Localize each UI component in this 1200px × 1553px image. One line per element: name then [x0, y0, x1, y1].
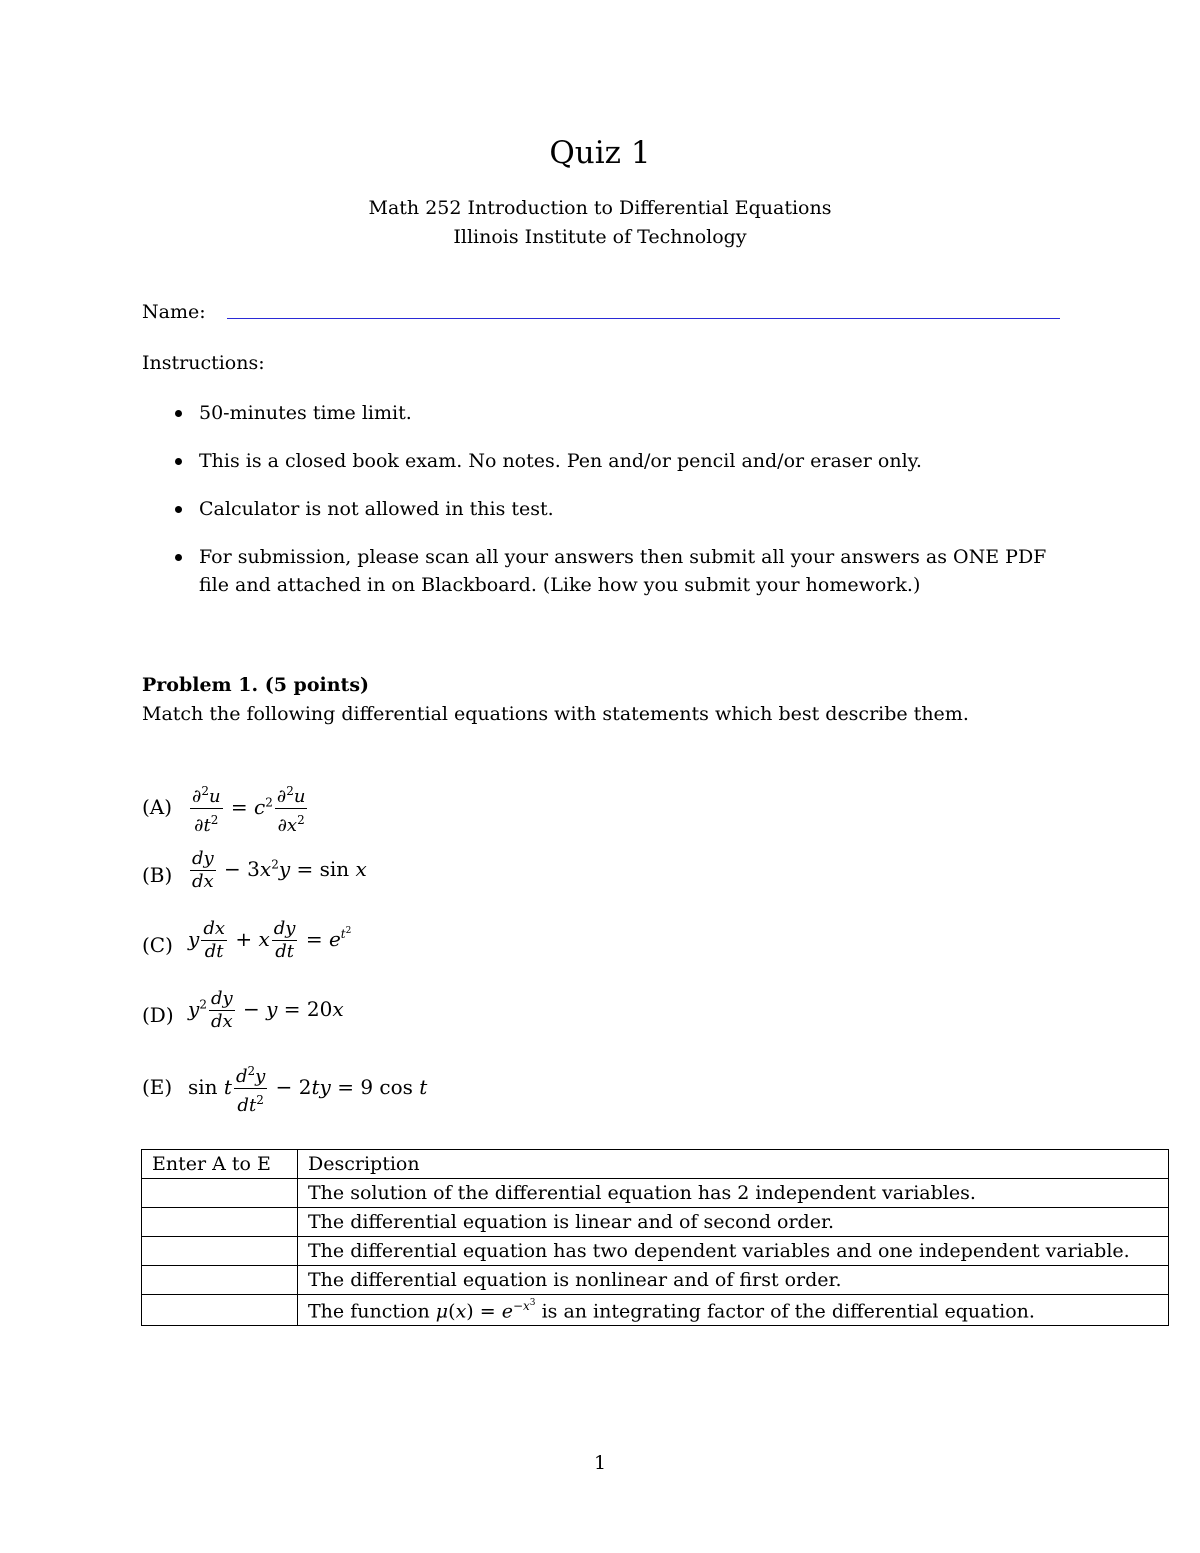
answer-cell[interactable]: [142, 1179, 298, 1208]
problem-heading: Problem 1. (5 points): [142, 674, 370, 696]
description-cell: The solution of the differential equation has 2 independent variables.: [298, 1179, 1169, 1208]
instructions-heading: Instructions:: [142, 352, 265, 374]
table-header: Description: [298, 1150, 1169, 1179]
table-row: [142, 1179, 1169, 1208]
bullet-icon: [175, 458, 182, 465]
table-header-row: [142, 1150, 1169, 1179]
answer-cell[interactable]: [142, 1208, 298, 1237]
table-row: [142, 1237, 1169, 1266]
equation-expression: y $\frac{dx}{dt}$ + x $\frac{dy}{dt}$ = $e^{t^2}$: [188, 918, 352, 962]
bullet-icon: [175, 506, 182, 513]
institution-name: Illinois Institute of Technology: [453, 226, 747, 248]
name-label: Name:: [142, 301, 206, 323]
course-name: Math 252 Introduction to Differential Equations: [368, 197, 832, 219]
table-row: [142, 1295, 1169, 1326]
bullet-icon: [175, 410, 182, 417]
equation-expression: $\frac{dy}{dx}$ − $3x^2y = \sin x$: [192, 848, 367, 892]
problem-prompt: Match the following differential equations with statements which best describe them.: [142, 703, 969, 725]
table-row: [142, 1266, 1169, 1295]
answer-cell[interactable]: [142, 1266, 298, 1295]
quiz-page: Quiz 1 Math 252 Introduction to Differential Equations Illinois Institute of Technology Name: Instructions: 50-minutes time limit. This is a closed book exam. No notes. Pen and/or pencil and/or eraser only. Calculator is not allowed in this test. For submission, please scan all your answers then submit all your answers as ONE PDF file and attached in on Blackboard. (Like how you submit your homework.) Problem 1. (5 points) Match the following differential equations with statements which best describe them. (A) $\frac{\partial^2u}{\partial t^2}$ = $c^2$ $\frac{\partial^2u}{\partial x^2}$ (B) $\frac{dy}{dx}$ − $3x^2y = \sin x$ (C) y $\frac{dx}{dt}$ + x $\frac{dy}{dt}$ = $e^{t^2}$ (D) $y^2$ $\frac{dy}{dx}$ − y = 20x (E) sin t $\frac{d^2y}{dt^2}$ − 2ty = 9 cos t Enter A to E Description The solution of the differential equation has 2 independent variables. The differential equation is linear and of second order. The differential equation has two dependent variables and one independent variable. The differential equation is nonlinear and of first order. The function $\mu(x) = e^{-x^3}$ is an integrating factor of the differential equation. 1: [0, 0, 1200, 1553]
page-number: 1: [593, 1452, 607, 1474]
matching-table: [141, 1149, 1169, 1326]
equation-label: (A): [142, 795, 173, 819]
description-cell: The differential equation is linear and of second order.: [298, 1208, 1169, 1237]
name-field[interactable]: [227, 318, 1060, 319]
equation-label: (D): [142, 1003, 174, 1027]
answer-cell[interactable]: [142, 1295, 298, 1326]
bullet-icon: [175, 554, 182, 561]
equation-expression: $\frac{\partial^2u}{\partial t^2}$ = $c^2$ $\frac{\partial^2u}{\partial x^2}$: [192, 784, 306, 836]
description-cell: The differential equation is nonlinear and of first order.: [298, 1266, 1169, 1295]
equation-label: (E): [142, 1075, 173, 1099]
table-header: Enter A to E: [142, 1150, 298, 1179]
answer-cell[interactable]: [142, 1237, 298, 1266]
quiz-title: Quiz 1: [549, 135, 651, 171]
description-cell: The function $\mu(x) = e^{-x^3}$ is an integrating factor of the differential equation.: [298, 1295, 1169, 1326]
equation-expression: $y^2$ $\frac{dy}{dx}$ − y = 20x: [188, 988, 344, 1032]
table-row: [142, 1208, 1169, 1237]
equation-expression: sin t $\frac{d^2y}{dt^2}$ − 2ty = 9 cos t: [188, 1064, 428, 1116]
equation-label: (B): [142, 863, 173, 887]
description-cell: The differential equation has two dependent variables and one independent variable.: [298, 1237, 1169, 1266]
equation-label: (C): [142, 933, 173, 957]
